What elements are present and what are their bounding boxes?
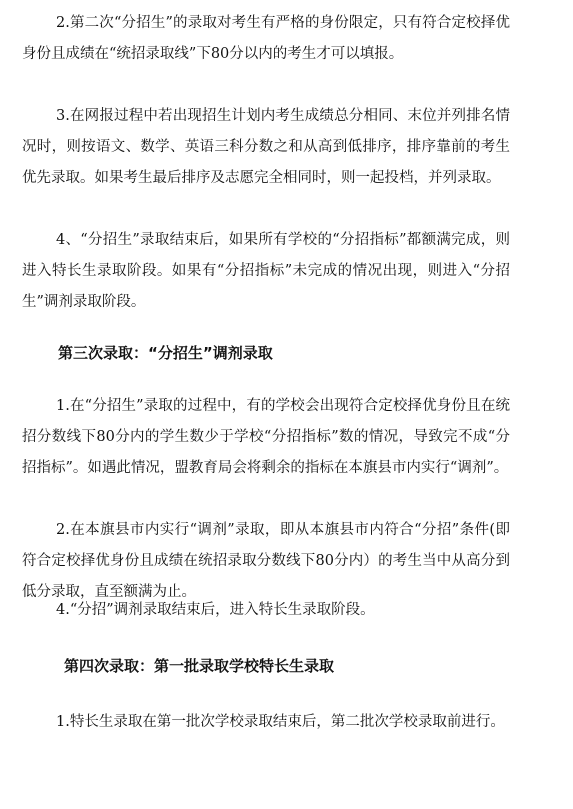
section-heading-third-admission: 第三次录取：“分招生”调剂录取: [58, 344, 273, 362]
paragraph-section3-item-2: 2.在本旗县市内实行“调剂”录取，即从本旗县市内符合“分招”条件(即符合定校择优身份且成绩在统招录取分数线下80分内）的考生当中从高分到低分录取，直至额满为止。: [22, 522, 510, 600]
paragraph-item-3-tie-ranking: 3.在网报过程中若出现招生计划内考生成绩总分相同、末位并列排名情况时，则按语文、数学、英语三科分数之和从高到低排序，排序靠前的考生优先录取。如果考生最后排序及志愿完全相同时，则一起投档，并列录取。: [22, 108, 510, 186]
paragraph-section3-item-1: 1.在“分招生”录取的过程中，有的学校会出现符合定校择优身份且在统招分数线下80分内的学生数少于学校“分招指标”数的情况，导致完不成“分招指标”。如遇此情况，盟教育局会将剩余的指标在本旗县市内实行“调剂”。: [22, 398, 510, 476]
paragraph-section3-item-4: 4.“分招”调剂录取结束后，进入特长生录取阶段。: [56, 602, 375, 618]
paragraph-item-4-after-admission: 4、“分招生”录取结束后，如果所有学校的“分招指标”都额满完成，则进入特长生录取阶段。如果有“分招指标”未完成的情况出现，则进入“分招生”调剂录取阶段。: [22, 232, 510, 310]
paragraph-item-2-identity-restriction: 2.第二次“分招生”的录取对考生有严格的身份限定，只有符合定校择优身份且成绩在“统招录取线”下80分以内的考生才可以填报。: [22, 15, 510, 62]
section-heading-fourth-admission: 第四次录取：第一批录取学校特长生录取: [64, 657, 335, 675]
paragraph-section4-item-1: 1.特长生录取在第一批次学校录取结束后，第二批次学校录取前进行。: [56, 714, 505, 730]
